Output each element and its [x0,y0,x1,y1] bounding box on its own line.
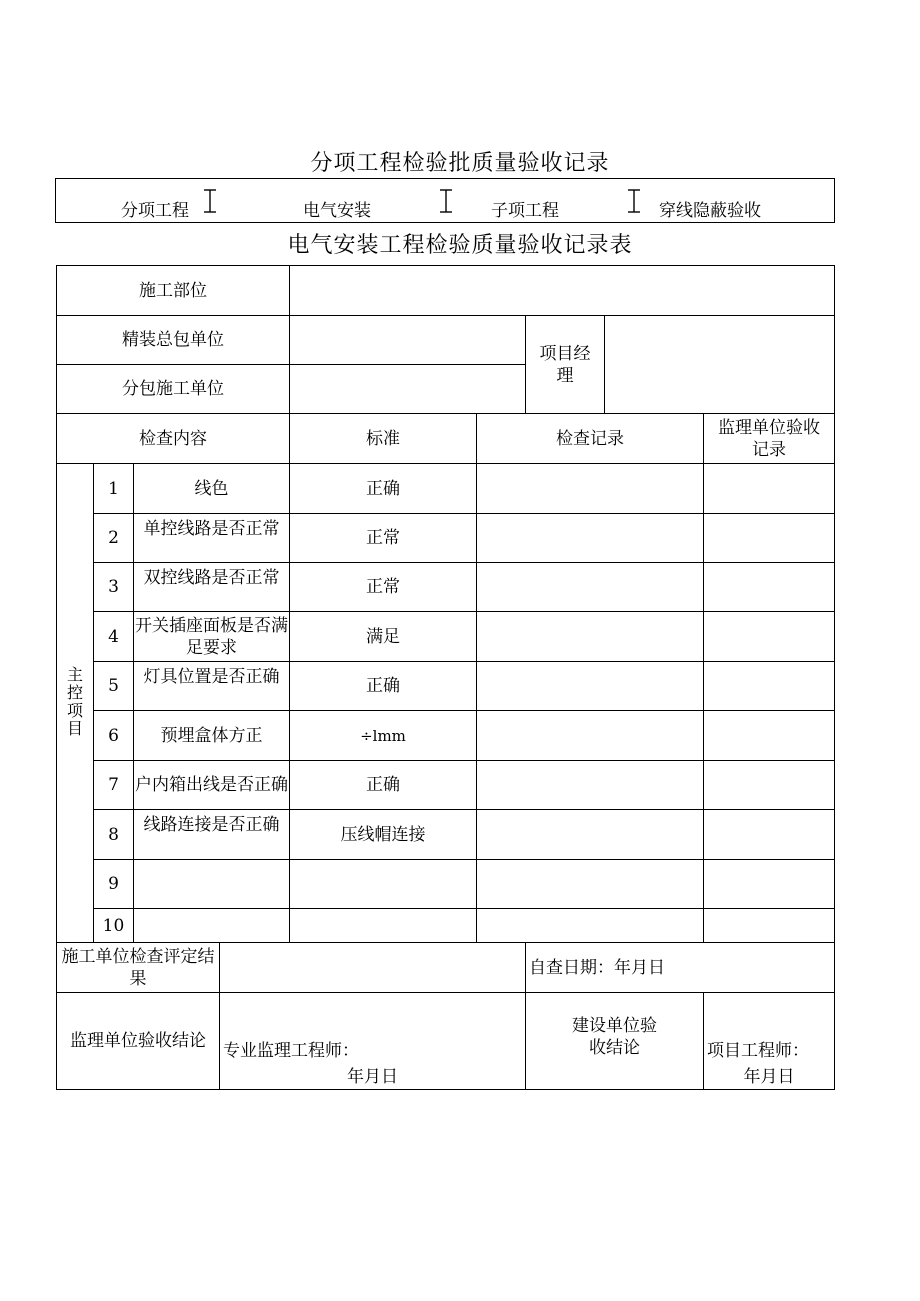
supervisor-date: 年月日 [347,1067,398,1087]
item-record[interactable] [477,711,704,761]
contractor-result-value[interactable] [220,943,526,993]
item-standard: 正常 [290,514,477,563]
item-no: 1 [94,464,134,514]
table-row [57,612,835,662]
item-standard: 正确 [290,761,477,810]
item-standard[interactable] [290,860,477,909]
site-label: 施工部位 [57,266,290,316]
item-content: 户内箱出线是否正确 [134,761,290,810]
contractor-result-label: 施工单位检查评定结果 [57,943,220,993]
sub-contractor-label: 分包施工单位 [57,365,290,414]
main-contractor-value[interactable] [290,316,526,365]
item-record[interactable] [477,514,704,563]
item-standard: ÷lmm [290,711,477,761]
table-row [57,810,835,860]
inspection-table [56,265,835,1090]
item-standard[interactable] [290,909,477,943]
item-record[interactable] [477,909,704,943]
table-row [57,860,835,909]
item-supervisor[interactable] [704,563,835,612]
self-check-date: 自查日期：年月日 [526,943,835,993]
i-beam-icon [203,189,217,213]
project-manager-value[interactable] [605,316,835,414]
item-no: 8 [94,810,134,860]
project-manager-label: 项目经理 [526,316,605,414]
sub-project-value: 穿线隐蔽验收 [659,201,761,221]
site-value[interactable] [290,266,835,316]
supervisor-conclusion-label: 监理单位验收结论 [57,993,220,1090]
item-no: 3 [94,563,134,612]
main-contractor-label: 精装总包单位 [57,316,290,365]
owner-signature[interactable] [704,993,835,1090]
item-content: 灯具位置是否正确 [134,662,290,711]
item-content: 预埋盒体方正 [134,711,290,761]
item-no: 10 [94,909,134,943]
owner-conclusion-label: 建设单位验收结论 [526,993,704,1090]
table-row [57,761,835,810]
item-record[interactable] [477,464,704,514]
supervisor-signature[interactable] [220,993,526,1090]
owner-engineer-label: 项目工程师： [707,1041,809,1061]
item-record[interactable] [477,563,704,612]
item-standard: 正确 [290,464,477,514]
item-supervisor[interactable] [704,860,835,909]
item-content: 开关插座面板是否满足要求 [134,612,290,662]
item-no: 6 [94,711,134,761]
item-content: 单控线路是否正常 [134,514,290,563]
item-content: 线色 [134,464,290,514]
supervisor-engineer-label: 专业监理工程师： [223,1041,359,1061]
subitem-label: 分项工程 [121,201,189,221]
item-standard: 满足 [290,612,477,662]
col-supervisor-header: 监理单位验收记录 [704,414,835,464]
item-no: 7 [94,761,134,810]
item-no: 5 [94,662,134,711]
subitem-value: 电气安装 [303,201,371,221]
item-record[interactable] [477,761,704,810]
table-row [57,909,835,943]
main-items-label: 主控项目 [57,464,94,943]
table-row [57,514,835,563]
table-row [57,662,835,711]
subitem-header [55,178,835,223]
col-standard-header: 标准 [290,414,477,464]
item-standard: 正确 [290,662,477,711]
table-row [57,711,835,761]
item-supervisor[interactable] [704,662,835,711]
item-content[interactable] [134,860,290,909]
sub-contractor-value[interactable] [290,365,526,414]
item-supervisor[interactable] [704,711,835,761]
item-supervisor[interactable] [704,761,835,810]
item-standard: 压线帽连接 [290,810,477,860]
item-record[interactable] [477,810,704,860]
table-title: 电气安装工程检验质量验收记录表 [287,233,633,258]
item-record[interactable] [477,860,704,909]
item-content: 线路连接是否正确 [134,810,290,860]
item-no: 2 [94,514,134,563]
i-beam-icon [627,189,641,213]
item-supervisor[interactable] [704,810,835,860]
item-record[interactable] [477,662,704,711]
table-row [57,563,835,612]
col-content-header: 检查内容 [57,414,290,464]
item-content[interactable] [134,909,290,943]
i-beam-icon [439,189,453,213]
item-record[interactable] [477,612,704,662]
item-supervisor[interactable] [704,514,835,563]
form-title: 分项工程检验批质量验收记录 [310,151,610,176]
owner-date: 年月日 [743,1067,795,1087]
table-row [57,464,835,514]
item-supervisor[interactable] [704,464,835,514]
item-supervisor[interactable] [704,612,835,662]
col-record-header: 检查记录 [477,414,704,464]
item-standard: 正常 [290,563,477,612]
item-no: 4 [94,612,134,662]
sub-project-label: 子项工程 [491,201,559,221]
item-no: 9 [94,860,134,909]
item-supervisor[interactable] [704,909,835,943]
item-content: 双控线路是否正常 [134,563,290,612]
